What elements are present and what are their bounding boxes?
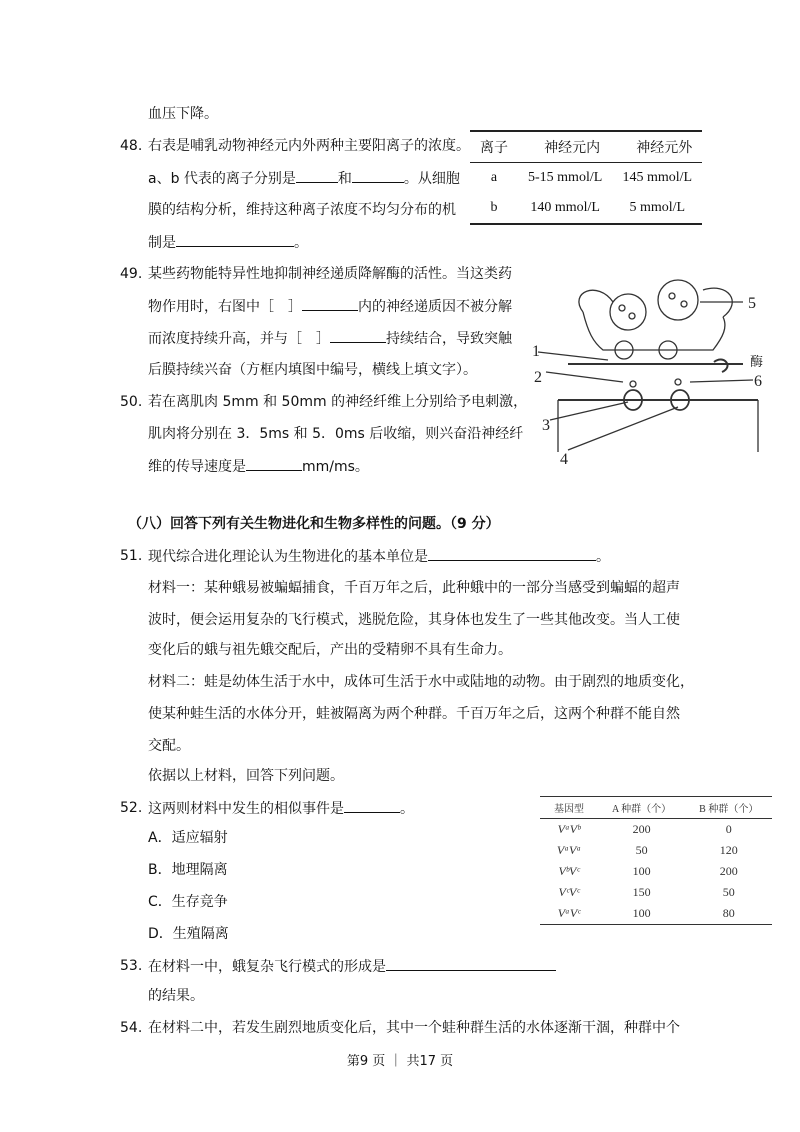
figure-label-5: 5 xyxy=(748,295,756,312)
table-header: 神经元内 xyxy=(518,131,612,163)
q50-blank[interactable] xyxy=(246,456,302,471)
question-50-number: 50. xyxy=(120,394,143,410)
q52-text-b: 。 xyxy=(400,801,414,817)
table-cell: 150 xyxy=(632,885,651,899)
material1-line: 材料一：某种蛾易被蝙蝠捕食，千百万年之后，此种蛾中的一部分当感受到蝙蝠的超声 xyxy=(148,580,680,596)
vesicle xyxy=(658,280,698,320)
leader-line xyxy=(568,407,678,450)
transmitter xyxy=(630,381,636,387)
question-51-line xyxy=(148,546,610,567)
enzyme-shape xyxy=(714,359,727,372)
figure-label-enzyme: 酶 xyxy=(750,354,764,369)
q49-text-d: 持续结合，导致突触 xyxy=(386,331,512,347)
question-48-number: 48. xyxy=(120,138,143,154)
table-cell: VᵇVᶜ xyxy=(558,864,580,878)
table-cell: 5-15 mmol/L xyxy=(528,170,603,185)
question-50-line1: 若在离肌肉 5mm 和 50mm 的神经纤维上分别给予电刺激， xyxy=(148,394,528,410)
question-48-line4 xyxy=(148,232,308,253)
question-48-line3: 膜的结构分析，维持这种离子浓度不均匀分布的机 xyxy=(148,202,456,218)
question-54-number: 54. xyxy=(120,1020,143,1036)
q49-blank-b[interactable] xyxy=(330,328,386,343)
q48-text-b: 和 xyxy=(337,171,352,187)
postsynaptic-outline xyxy=(558,400,758,452)
table-header: 神经元外 xyxy=(612,131,702,163)
figure-label-6: 6 xyxy=(754,373,762,390)
question-49-line3 xyxy=(148,328,512,349)
continued-text: 血压下降。 xyxy=(148,106,218,122)
q48-text-e: 。 xyxy=(294,235,308,251)
q49-blank-a[interactable] xyxy=(302,296,358,311)
question-51-number: 51. xyxy=(120,548,143,564)
option-c[interactable]: C．生存竞争 xyxy=(148,894,228,910)
leader-line xyxy=(538,352,608,360)
leader-line xyxy=(690,380,753,382)
table-header: 离子 xyxy=(470,131,518,163)
figure-label-3: 3 xyxy=(542,417,550,434)
q52-blank[interactable] xyxy=(344,798,400,813)
table-cell: 50 xyxy=(722,885,735,899)
q48-text-d: 制是 xyxy=(148,235,176,251)
q52-text-a: 这两则材料中发生的相似事件是 xyxy=(148,801,344,817)
material1-line: 波时，便会运用复杂的飞行模式，逃脱危险，其身体也发生了一些其他改变。当人工使 xyxy=(148,612,680,628)
page-footer: 第9 页 ｜ 共17 页 xyxy=(346,1054,454,1069)
q48-blank-a[interactable] xyxy=(296,168,338,183)
question-48-line1: 右表是哺乳动物神经元内外两种主要阳离子的浓度。 xyxy=(148,138,470,154)
table-cell: 145 mmol/L xyxy=(622,170,693,185)
q50-text-a: 维的传导速度是 xyxy=(148,459,246,475)
question-49-line1: 某些药物能特异性地抑制神经递质降解酶的活性。当这类药 xyxy=(148,266,512,282)
option-a[interactable]: A．适应辐射 xyxy=(148,830,228,846)
table-cell: 5 mmol/L xyxy=(612,193,702,224)
q48-blank-b[interactable] xyxy=(352,168,404,183)
table-cell: 200 xyxy=(632,822,651,836)
q51-text-b: 。 xyxy=(596,549,610,565)
table-cell: 100 xyxy=(632,864,651,878)
table-header: A 种群（个） xyxy=(598,797,685,819)
genotype-table xyxy=(540,796,772,925)
q53-text-a: 在材料一中，蛾复杂飞行模式的形成是 xyxy=(148,959,386,975)
vesicle-dot xyxy=(629,313,635,319)
question-54-line: 在材料二中，若发生剧烈地质变化后，其中一个蛙种群生活的水体逐渐干涸，种群中个 xyxy=(148,1020,680,1036)
option-d[interactable]: D．生殖隔离 xyxy=(148,926,229,942)
q50-text-b: mm/ms。 xyxy=(302,459,369,475)
table-cell: 120 xyxy=(719,843,738,857)
material2-line: 材料二：蛙是幼体生活于水中，成体可生活于水中或陆地的动物。由于剧烈的地质变化， xyxy=(148,674,694,690)
instruction-text: 依据以上材料，回答下列问题。 xyxy=(148,768,344,784)
q51-blank[interactable] xyxy=(428,546,596,561)
figure-label-2: 2 xyxy=(534,369,542,386)
table-cell: 0 xyxy=(725,822,732,836)
figure-label-4: 4 xyxy=(560,451,568,468)
question-52-line xyxy=(148,798,414,819)
q48-text-a: a、b 代表的离子分别是 xyxy=(148,171,296,187)
table-cell: VᶜVᶜ xyxy=(558,885,580,899)
material2-line: 交配。 xyxy=(148,738,190,754)
table-cell: 50 xyxy=(635,843,648,857)
vesicle-dot xyxy=(681,301,687,307)
table-cell: 200 xyxy=(719,864,738,878)
question-49-line4: 后膜持续兴奋（方框内填图中编号，横线上填文字）。 xyxy=(148,362,477,378)
leader-line xyxy=(550,402,628,420)
question-53-line2: 的结果。 xyxy=(148,988,204,1004)
material2-line: 使某种蛙生活的水体分开，蛙被隔离为两个种群。千百万年之后，这两个种群不能自然 xyxy=(148,706,680,722)
question-53-line xyxy=(148,956,556,977)
vesicle-dot xyxy=(669,293,675,299)
question-49-number: 49. xyxy=(120,266,143,282)
table-header: 基因型 xyxy=(540,797,598,819)
question-49-line2 xyxy=(148,296,512,317)
table-cell: VᵃVᵃ xyxy=(556,843,582,857)
question-52-number: 52. xyxy=(120,800,143,816)
q49-text-a: 物作用时，右图中［ ］ xyxy=(148,299,302,315)
figure-label-1: 1 xyxy=(532,343,540,360)
axon-outline xyxy=(579,290,613,312)
q48-blank-c[interactable] xyxy=(176,232,294,247)
table-cell: 140 mmol/L xyxy=(518,193,612,224)
table-header: B 种群（个） xyxy=(685,797,772,819)
question-50-line3 xyxy=(148,456,369,477)
q53-blank[interactable] xyxy=(386,956,556,971)
vesicle-dot xyxy=(619,305,625,311)
question-53-number: 53. xyxy=(120,958,143,974)
question-50-line2: 肌肉将分别在 3．5ms 和 5．0ms 后收缩，则兴奋沿神经纤 xyxy=(148,426,524,442)
ion-concentration-table xyxy=(470,130,702,225)
q51-text-a: 现代综合进化理论认为生物进化的基本单位是 xyxy=(148,549,428,565)
q49-text-c: 而浓度持续升高，并与［ ］ xyxy=(148,331,330,347)
transmitter xyxy=(675,379,681,385)
table-cell: 100 xyxy=(598,903,685,925)
section-heading: （八）回答下列有关生物进化和生物多样性的问题。（9 分） xyxy=(128,516,500,532)
table-cell: VᵃVᵇ xyxy=(557,822,581,836)
material1-line: 变化后的蛾与祖先蛾交配后，产出的受精卵不具有生命力。 xyxy=(148,642,512,658)
q49-text-b: 内的神经递质因不被分解 xyxy=(358,299,512,315)
table-cell: b xyxy=(470,193,518,224)
vesicle xyxy=(610,294,646,330)
table-cell: VᵃVᶜ xyxy=(540,903,598,925)
table-cell: a xyxy=(490,170,498,185)
question-48-line2 xyxy=(148,168,460,189)
synapse-diagram xyxy=(528,272,778,472)
terminal-outline xyxy=(583,312,725,350)
q48-text-c: 。从细胞 xyxy=(403,171,460,187)
table-cell: 80 xyxy=(685,903,772,925)
option-b[interactable]: B．地理隔离 xyxy=(148,862,228,878)
leader-line xyxy=(546,372,623,382)
